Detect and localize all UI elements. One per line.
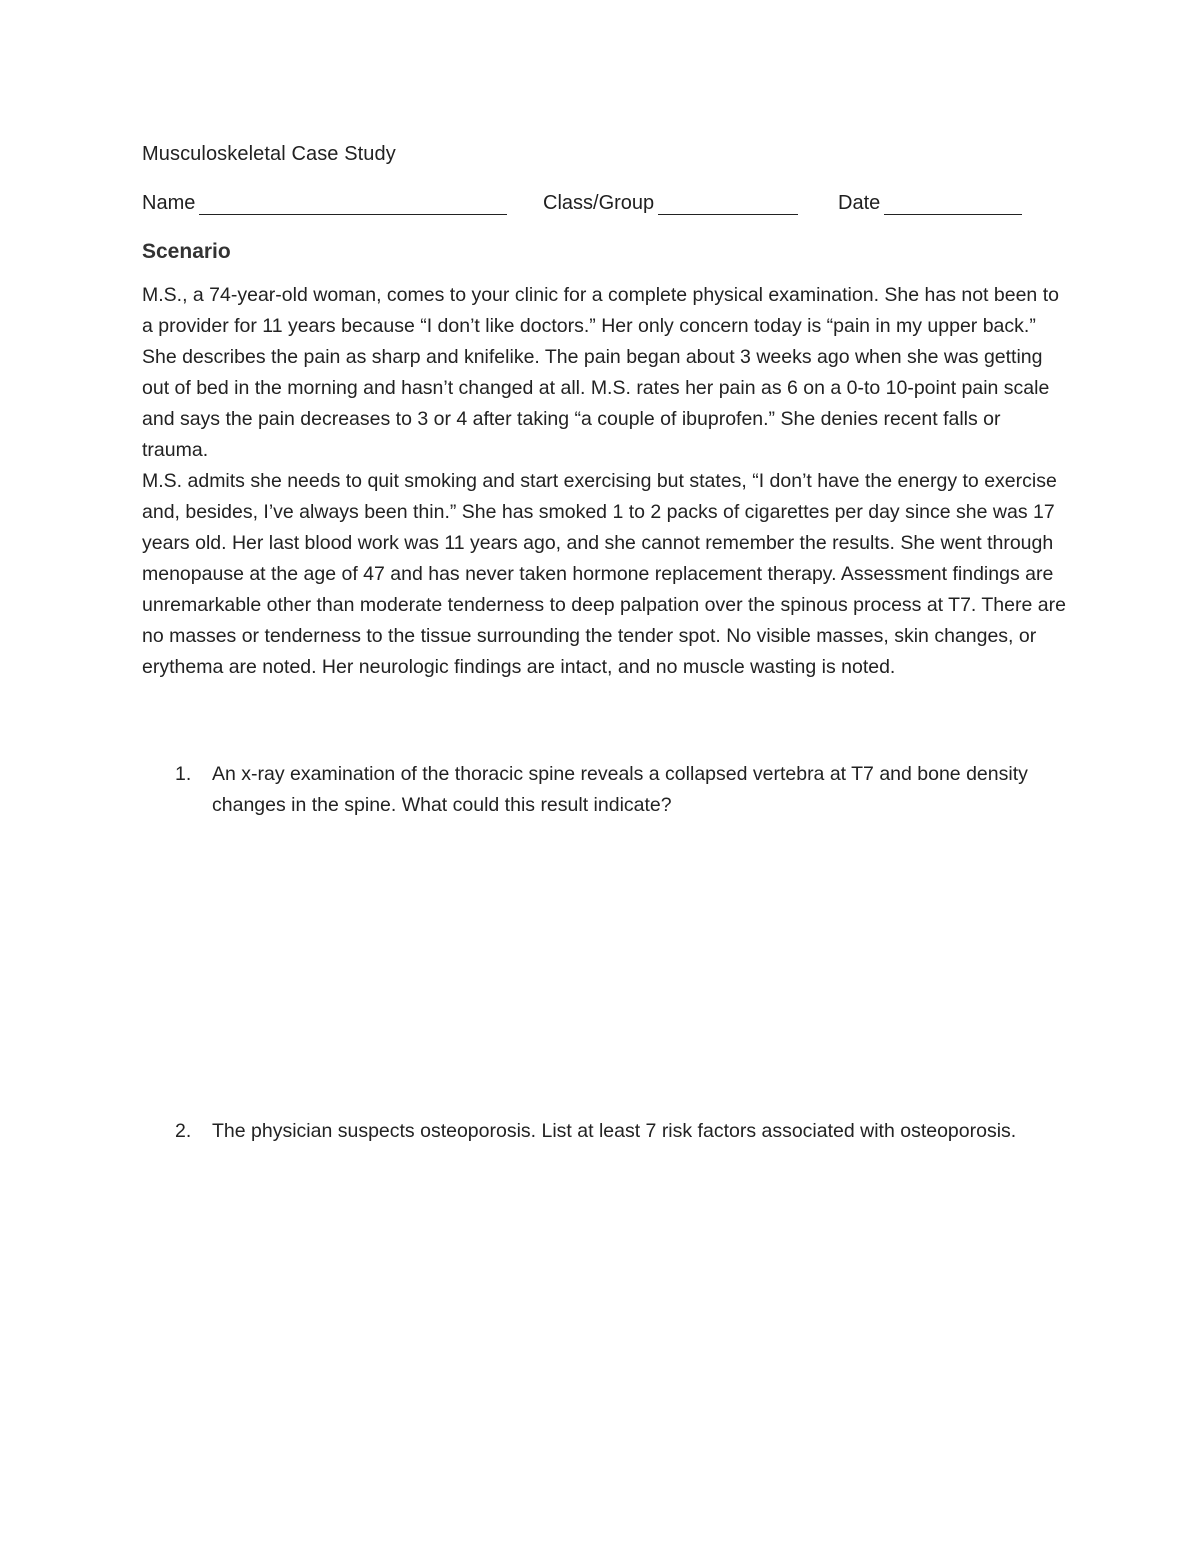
header-fields — [142, 192, 1042, 222]
question-1-number: 1. — [175, 763, 192, 785]
date-blank-line[interactable] — [884, 196, 1022, 215]
class-group-field[interactable] — [543, 192, 798, 215]
date-field[interactable] — [838, 192, 1022, 215]
scenario-paragraph-1: M.S., a 74-year-old woman, comes to your clinic for a complete physical examination. She has not been to a provider for 11 years because “I don’t like doctors.” Her only concern today is “pain in my upper back.” She describes the pain as sharp and knifelike. The pain began about 3 weeks ago when she was getting out of bed in the morning and hasn’t changed at all. M.S. rates her pain as 6 on a 0-to 10-point pain scale and says the pain decreases to 3 or 4 after taking “a couple of ibuprofen.” She denies recent falls or trauma. — [142, 284, 1059, 461]
document-title: Musculoskeletal Case Study — [142, 143, 396, 165]
question-1-text: An x-ray examination of the thoracic spine reveals a collapsed vertebra at T7 and bone density changes in the spine. What could this result indicate? — [212, 763, 1028, 816]
scenario-heading: Scenario — [142, 240, 231, 263]
name-blank-line[interactable] — [199, 196, 507, 215]
name-label: Name — [142, 192, 196, 214]
class-group-blank-line[interactable] — [658, 196, 798, 215]
question-2 — [142, 1116, 1042, 1147]
date-label: Date — [838, 192, 881, 214]
scenario-body — [142, 280, 1072, 683]
name-field[interactable] — [142, 192, 507, 215]
scenario-paragraph-2: M.S. admits she needs to quit smoking and start exercising but states, “I don’t have the energy to exercise and, besides, I’ve always been thin.” She has smoked 1 to 2 packs of cigarettes per day since she was 17 years old. Her last blood work was 11 years ago, and she cannot remember the results. She went through menopause at the age of 47 and has never taken hormone replacement therapy. Assessment findings are unremarkable other than moderate tenderness to deep palpation over the spinous process at T7. There are no masses or tenderness to the tissue surrounding the tender spot. No visible masses, skin changes, or erythema are noted. Her neurologic findings are intact, and no muscle wasting is noted. — [142, 470, 1066, 678]
question-2-number: 2. — [175, 1120, 192, 1142]
class-group-label: Class/Group — [543, 192, 655, 214]
question-1 — [142, 759, 1042, 821]
question-2-text: The physician suspects osteoporosis. List at least 7 risk factors associated with osteoporosis. — [212, 1120, 1017, 1142]
